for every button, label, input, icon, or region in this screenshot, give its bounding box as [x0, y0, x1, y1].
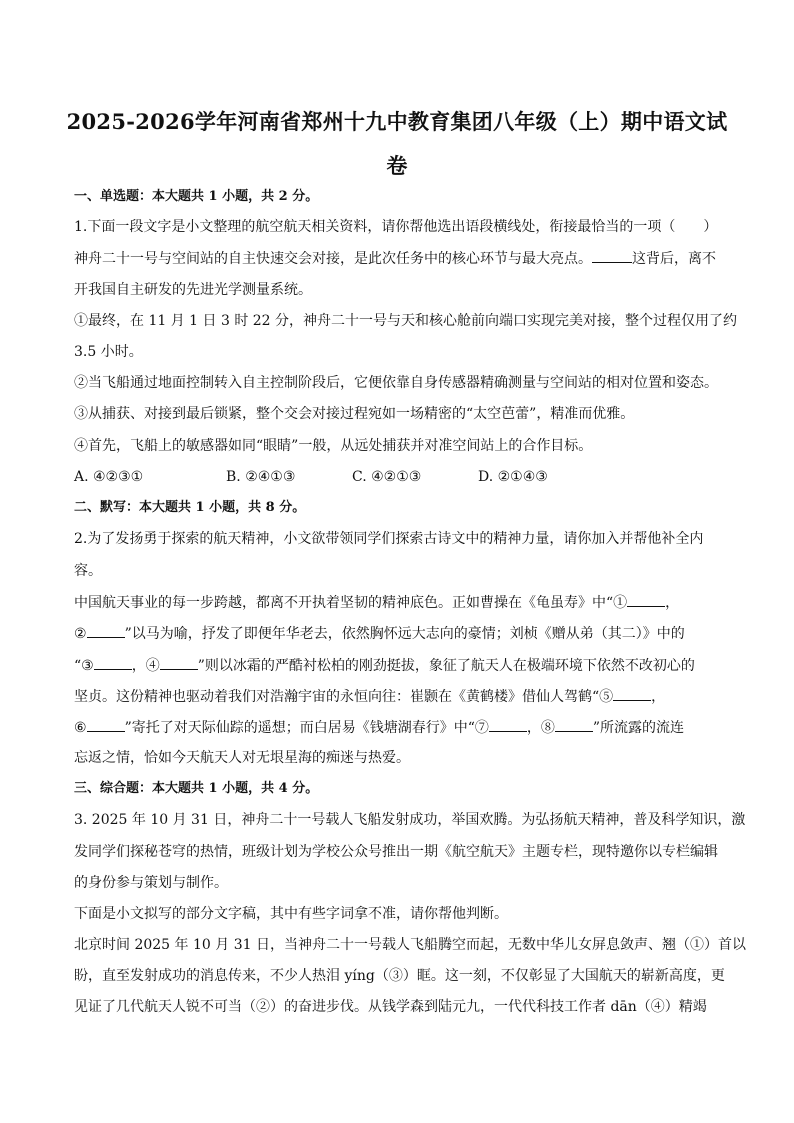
section2-header: 二、默写：本大题共 1 小题，共 8 分。 — [74, 500, 306, 515]
q1-blank — [592, 248, 632, 263]
blank-1[interactable] — [627, 592, 665, 607]
q2-passage-line2: ② ”以马为喻，抒发了即便年华老去，依然胸怀远大志向的豪情；刘桢《赠从弟（其二）》中的 — [74, 623, 734, 644]
blank-2[interactable] — [87, 623, 125, 638]
blank-7[interactable] — [489, 717, 527, 732]
exam-title — [60, 100, 734, 188]
q2-stem-line1: 2.为了发扬勇于探索的航天精神，小文欲带领同学们探索古诗文中的精神力量，请你加入并帮他补全内 — [74, 531, 704, 547]
q1-options — [74, 467, 734, 487]
q2-passage-line4: 坚贞。这份精神也驱动着我们对浩瀚宇宙的永恒向往：崔颢在《黄鹤楼》借仙人驾鹤“⑤ ， — [74, 686, 734, 707]
q1-option-d[interactable]: D. ②①④③ — [478, 469, 548, 485]
q3-passage-line1: 北京时间 2025 年 10 月 31 日，当神舟二十一号载人飞船腾空而起，无数中华儿女屏息敛声、翘（①）首以 — [74, 937, 746, 953]
q3-stem-line2: 发同学们探秘苍穹的热情，班级计划为学校公众号推出一期《航空航天》主题专栏，现特邀你以专栏编辑 — [74, 844, 718, 860]
q2-passage-line6: 忘返之情，恰如今天航天人对无垠星海的痴迷与热爱。 — [74, 750, 410, 766]
q1-option-c[interactable]: C. ④②①③ — [352, 469, 422, 485]
q3-stem-line1: 3. 2025 年 10 月 31 日，神舟二十一号载人飞船发射成功，举国欢腾。为弘扬航天精神，普及科学知识，激 — [74, 812, 746, 828]
q3-instruction: 下面是小文拟写的部分文字稿，其中有些字词拿不准，请你帮他判断。 — [74, 906, 508, 922]
blank-8[interactable] — [555, 717, 593, 732]
blank-3[interactable] — [94, 655, 132, 670]
q2-passage-line5: ⑥ ”寄托了对天际仙踪的遥想；而白居易《钱塘湖春行》中“⑦ ，⑧ ”所流露的流连 — [74, 717, 734, 738]
q1-option-b[interactable]: B. ②④①③ — [226, 469, 296, 485]
blank-5[interactable] — [613, 686, 651, 701]
blank-6[interactable] — [87, 717, 125, 732]
q1-passage-line1: 神舟二十一号与空间站的自主快速交会对接，是此次任务中的核心环节与最大亮点。 这背后，离不 — [74, 248, 734, 269]
q1-sentence-1: ①最终，在 11 月 1 日 3 时 22 分，神舟二十一号与天和核心舱前向端口实现完美对接，整个过程仅用了约 — [74, 313, 738, 329]
q1-stem: 1.下面一段文字是小文整理的航空航天相关资料，请你帮他选出语段横线处，衔接最恰当的一项（ ） — [74, 219, 718, 235]
q3-passage-line3: 见证了几代航天人锐不可当（②）的奋进步伐。从钱学森到陆元九，一代代科技工作者 dān（④）精竭 — [74, 999, 707, 1015]
q1-sentence-1-cont: 3.5 小时。 — [74, 344, 143, 360]
q2-passage-line1: 中国航天事业的每一步跨越，都离不开执着坚韧的精神底色。正如曹操在《龟虽寿》中“① ， — [74, 592, 734, 613]
q1-sentence-3: ③从捕获、对接到最后锁紧，整个交会对接过程宛如一场精密的“太空芭蕾”，精准而优雅。 — [74, 406, 635, 422]
q3-stem-line3: 的身份参与策划与制作。 — [74, 875, 228, 891]
exam-title-line1: 2025-2026学年河南省郑州十九中教育集团八年级（上）期中语文试 — [66, 109, 728, 134]
q1-sentence-2: ②当飞船通过地面控制转入自主控制阶段后，它便依靠自身传感器精确测量与空间站的相对位置和姿态。 — [74, 375, 718, 391]
blank-4[interactable] — [160, 655, 198, 670]
exam-title-line2: 卷 — [386, 153, 408, 178]
q3-passage-line2: 盼，直至发射成功的消息传来，不少人热泪 yíng（③）眶。这一刻，不仅彰显了大国航天的崭新高度，更 — [74, 968, 725, 984]
section3-header: 三、综合题：本大题共 1 小题，共 4 分。 — [74, 781, 319, 796]
q2-passage-line3: “③ ，④ ”则以冰霜的严酷衬松柏的刚劲挺拔，象征了航天人在极端环境下依然不改初心的 — [74, 655, 734, 676]
q1-sentence-4: ④首先，飞船上的敏感器如同“眼睛”一般，从远处捕获并对准空间站上的合作目标。 — [74, 438, 593, 454]
q1-passage-line2: 开我国自主研发的先进光学测量系统。 — [74, 282, 312, 298]
section1-header: 一、单选题：本大题共 1 小题，共 2 分。 — [74, 189, 319, 204]
q1-option-a[interactable]: A. ④②③① — [74, 469, 144, 485]
q2-stem-line2: 容。 — [74, 563, 102, 579]
